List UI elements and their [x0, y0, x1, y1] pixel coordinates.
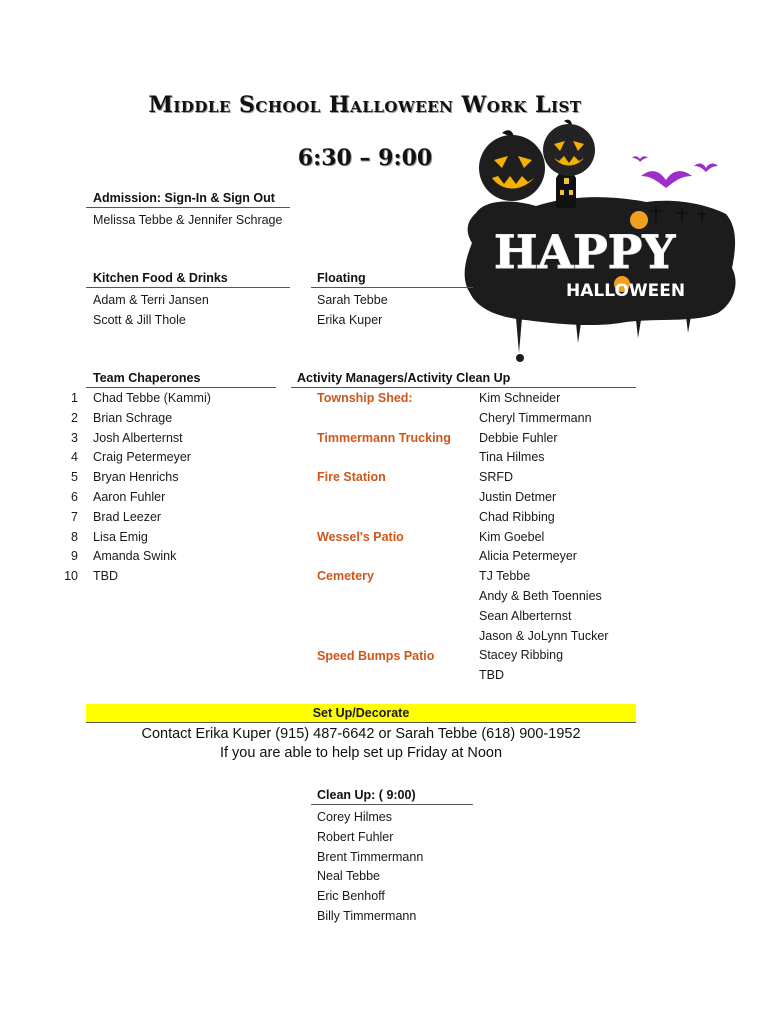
item-number: 8	[71, 529, 78, 544]
list-item	[58, 569, 288, 589]
chaperones-list	[58, 391, 288, 589]
item-name: Lisa Emig	[93, 529, 148, 544]
activities-header: Activity Managers/Activity Clean Up	[291, 371, 636, 388]
graphic-word-halloween: HALLOWEEN	[566, 281, 686, 301]
item-name: Aaron Fuhler	[93, 489, 166, 504]
admission-header: Admission: Sign-In & Sign Out	[86, 191, 290, 208]
list-item	[58, 510, 288, 530]
activity-location: Cemetery	[317, 569, 374, 583]
item-name: Bryan Henrichs	[93, 470, 179, 485]
list-item	[58, 530, 288, 550]
pumpkin-icon	[479, 130, 545, 201]
item-name: Chad Tebbe (Kammi)	[93, 391, 211, 405]
cleanup-name: Robert Fuhler	[317, 829, 394, 844]
activity-person: Sean Alberternst	[479, 608, 572, 623]
item-number: 4	[71, 450, 78, 465]
activity-person: Andy & Beth Toennies	[479, 588, 602, 603]
admission-name: Melissa Tebbe & Jennifer Schrage	[93, 213, 283, 227]
list-item	[58, 549, 288, 569]
item-number: 3	[71, 430, 78, 445]
item-number: 1	[71, 391, 78, 405]
floating-name: Sarah Tebbe	[317, 293, 388, 307]
kitchen-section	[86, 271, 290, 327]
floating-name: Erika Kuper	[317, 313, 383, 327]
kitchen-header: Kitchen Food & Drinks	[86, 271, 290, 288]
activity-location: Wessel's Patio	[317, 530, 404, 544]
list-item	[58, 431, 288, 451]
cleanup-name: Eric Benhoff	[317, 889, 385, 904]
activity-location: Township Shed:	[317, 391, 413, 405]
item-number: 7	[71, 509, 78, 524]
activity-people-list	[479, 391, 639, 688]
activity-location: Timmermann Trucking	[317, 431, 451, 445]
item-number: 10	[64, 569, 78, 584]
list-item	[58, 490, 288, 510]
activity-person: Debbie Fuhler	[479, 430, 558, 445]
activity-person: Tina Hilmes	[479, 450, 545, 465]
event-time: 6:30 – 9:00	[297, 145, 433, 171]
cleanup-name: Brent Timmermann	[317, 849, 424, 864]
activity-person: Jason & JoLynn Tucker	[479, 628, 609, 643]
list-item	[58, 450, 288, 470]
setup-header: Set Up/Decorate	[86, 704, 636, 723]
bat-icon	[641, 171, 692, 188]
cleanup-name: Billy Timmermann	[317, 908, 417, 923]
cleanup-section	[311, 788, 473, 929]
admission-section	[86, 191, 290, 227]
item-number: 2	[71, 410, 78, 425]
item-number: 5	[71, 470, 78, 485]
page-title: Middle School Halloween Work List	[148, 92, 582, 118]
kitchen-name: Scott & Jill Thole	[93, 313, 186, 327]
setup-contact-line: Contact Erika Kuper (915) 487-6642 or Sarah Tebbe (618) 900-1952	[141, 726, 581, 742]
activity-person: SRFD	[479, 470, 514, 485]
floating-section	[311, 271, 473, 327]
activity-location: Fire Station	[317, 470, 386, 484]
item-name: Craig Petermeyer	[93, 450, 191, 465]
activity-location: Speed Bumps Patio	[317, 649, 435, 663]
cleanup-name: Corey Hilmes	[317, 810, 393, 824]
graphic-word-happy: HAPPY	[494, 225, 676, 279]
activity-person: Kim Schneider	[479, 391, 561, 405]
activity-person: Chad Ribbing	[479, 509, 555, 524]
activity-person: TBD	[479, 668, 504, 683]
item-number: 6	[71, 489, 78, 504]
item-name: Brian Schrage	[93, 410, 173, 425]
setup-when-line: If you are able to help set up Friday at Noon	[219, 745, 503, 761]
list-item	[58, 411, 288, 431]
activity-person: Stacey Ribbing	[479, 648, 564, 663]
activity-person: Justin Detmer	[479, 489, 557, 504]
chaperones-header: Team Chaperones	[86, 371, 276, 388]
kitchen-name: Adam & Terri Jansen	[93, 293, 209, 307]
item-name: TBD	[93, 569, 118, 584]
floating-header: Floating	[311, 271, 473, 288]
item-number: 9	[71, 549, 78, 564]
item-name: Brad Leezer	[93, 509, 162, 524]
list-item	[58, 470, 288, 490]
activity-person: TJ Tebbe	[479, 569, 531, 584]
item-name: Amanda Swink	[93, 549, 177, 564]
list-item	[58, 391, 288, 411]
cleanup-name: Neal Tebbe	[317, 869, 381, 884]
happy-halloween-graphic	[456, 118, 746, 368]
activity-person: Kim Goebel	[479, 529, 545, 544]
cleanup-header: Clean Up: ( 9:00)	[311, 788, 473, 805]
item-name: Josh Alberternst	[93, 430, 183, 445]
activity-person: Cheryl Timmermann	[479, 410, 592, 425]
activity-person: Alicia Petermeyer	[479, 549, 577, 564]
